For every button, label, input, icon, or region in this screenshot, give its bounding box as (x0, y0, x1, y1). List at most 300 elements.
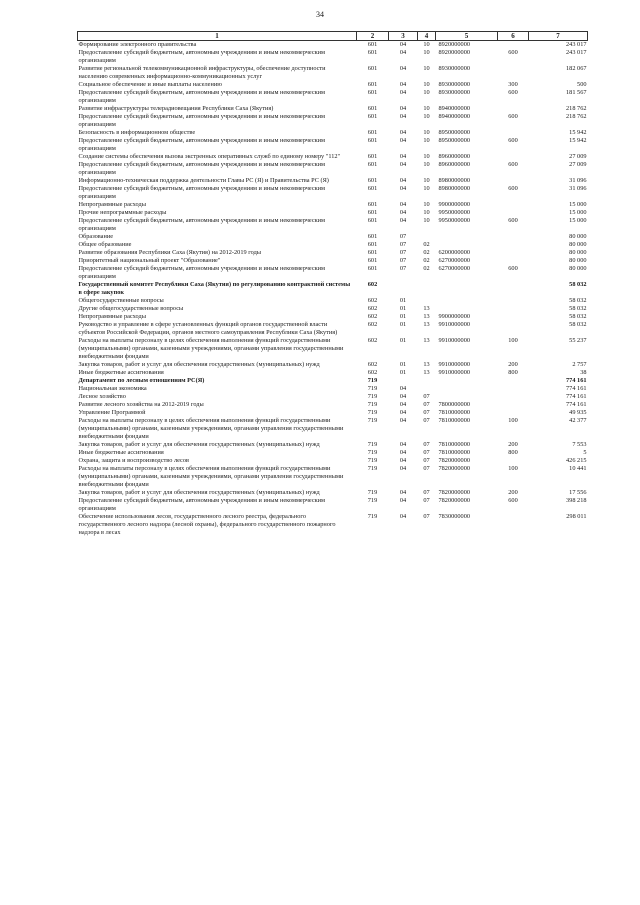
row-subsection-code: 13 (423, 337, 430, 344)
row-target-code: 8950000000 (438, 137, 470, 144)
row-section-code: 04 (399, 401, 407, 408)
row-admin-code: 719 (367, 409, 378, 416)
row-amount: 42 377 (569, 417, 587, 424)
row-name: Предоставление субсидий бюджетным, автономным учреждениям и иным некоммерческим организациям (78, 89, 326, 104)
row-target-code: 8980000000 (438, 185, 470, 192)
row-section-code: 01 (399, 361, 407, 368)
row-section-code: 04 (399, 465, 407, 472)
column-header-6: 6 (498, 32, 529, 41)
row-expense-type-code (498, 105, 529, 113)
row-subsection-code: 13 (423, 305, 430, 312)
row-target-code: 7820000000 (438, 497, 470, 504)
row-name: Предоставление субсидий бюджетным, автономным учреждениям и иным некоммерческим организациям (78, 137, 326, 152)
table-row (78, 209, 588, 217)
row-target-code: 6270000000 (438, 265, 470, 272)
table-row (78, 153, 588, 161)
row-amount: 7 553 (572, 441, 587, 448)
row-subsection-code: 10 (423, 217, 430, 224)
row-expense-type-code (498, 201, 529, 209)
row-admin-code: 719 (367, 417, 378, 424)
row-amount: 27 009 (569, 161, 587, 168)
column-header-5: 5 (436, 32, 498, 41)
row-expense-type-code: 100 (508, 337, 518, 344)
row-subsection-code: 10 (423, 177, 430, 184)
row-subsection-code: 07 (423, 497, 430, 504)
row-admin-code: 602 (367, 337, 378, 344)
row-admin-code: 602 (367, 369, 378, 376)
row-name: Непрограммные расходы (78, 201, 146, 208)
row-amount: 15 942 (569, 137, 587, 144)
row-amount: 80 000 (569, 257, 587, 264)
row-name: Предоставление субсидий бюджетным, автономным учреждениям и иным некоммерческим организациям (78, 497, 326, 512)
row-amount: 500 (577, 81, 587, 88)
row-section-code: 04 (399, 185, 407, 192)
table-row (78, 161, 588, 177)
row-expense-type-code: 300 (508, 81, 518, 88)
row-target-code (436, 377, 498, 385)
row-subsection-code: 07 (423, 457, 430, 464)
row-section-code: 01 (399, 369, 407, 376)
row-admin-code: 719 (367, 513, 378, 520)
table-row (78, 113, 588, 129)
row-subsection-code (418, 377, 436, 385)
row-expense-type-code (498, 129, 529, 137)
row-name: Создание системы обеспечения вызова экстренных оперативных служб по единому номеру "112" (78, 153, 341, 160)
row-target-code: 8960000000 (438, 153, 470, 160)
row-section-code: 04 (399, 137, 407, 144)
row-section-code: 04 (399, 49, 407, 56)
row-name: Информационно-техническая поддержка деятельности Главы РС (Я) и Правительства РС (Я) (78, 177, 329, 184)
row-amount: 15 942 (569, 129, 587, 136)
row-admin-code: 601 (367, 185, 378, 192)
row-expense-type-code: 600 (508, 113, 518, 120)
row-admin-code: 601 (367, 89, 378, 96)
row-amount: 15 000 (569, 201, 587, 208)
row-section-code: 04 (399, 513, 407, 520)
row-amount: 15 000 (569, 217, 587, 224)
row-admin-code: 719 (367, 393, 378, 400)
table-row (78, 257, 588, 265)
table-row (78, 393, 588, 401)
table-row (78, 321, 588, 337)
table-row (78, 513, 588, 537)
row-expense-type-code (498, 233, 529, 241)
row-amount: 10 441 (569, 465, 587, 472)
table-row (78, 377, 588, 385)
row-admin-code: 602 (367, 305, 378, 312)
table-row (78, 457, 588, 465)
row-target-code: 9910000000 (438, 321, 470, 328)
row-expense-type-code (498, 153, 529, 161)
row-name: Общее образование (78, 241, 132, 248)
row-admin-code: 601 (367, 201, 378, 208)
row-expense-type-code (498, 313, 529, 321)
row-section-code: 04 (399, 449, 407, 456)
row-section-code: 04 (399, 209, 407, 216)
row-amount: 58 032 (569, 281, 587, 288)
row-expense-type-code (498, 401, 529, 409)
row-expense-type-code (498, 393, 529, 401)
row-name: Лесное хозяйство (78, 393, 126, 400)
row-name: Развитие лесного хозяйства на 2012-2019 годы (78, 401, 204, 408)
row-amount: 58 032 (569, 305, 587, 312)
row-admin-code: 602 (367, 313, 378, 320)
row-admin-code: 601 (367, 209, 378, 216)
table-row (78, 265, 588, 281)
row-admin-code: 601 (367, 49, 378, 56)
row-expense-type-code: 600 (508, 265, 518, 272)
row-name: Предоставление субсидий бюджетным, автономным учреждениям и иным некоммерческим организациям (78, 185, 326, 200)
row-section-code: 04 (399, 201, 407, 208)
row-section-code: 07 (399, 257, 407, 264)
row-target-code: 9950000000 (438, 209, 470, 216)
table-row (78, 105, 588, 113)
row-amount: 55 237 (569, 337, 587, 344)
row-name: Непрограммные расходы (78, 313, 146, 320)
row-amount: 218 762 (566, 105, 587, 112)
row-target-code: 7810000000 (438, 441, 470, 448)
row-amount: 398 218 (566, 497, 587, 504)
row-subsection-code: 07 (423, 401, 430, 408)
row-amount: 243 017 (566, 41, 587, 48)
table-row (78, 369, 588, 377)
row-expense-type-code: 100 (508, 417, 518, 424)
row-admin-code: 601 (367, 81, 378, 88)
row-expense-type-code: 200 (508, 361, 518, 368)
row-expense-type-code (498, 249, 529, 257)
row-name: Прочие непрограммные расходы (78, 209, 167, 216)
row-subsection-code: 02 (423, 249, 430, 256)
row-target-code: 8920000000 (438, 49, 470, 56)
row-expense-type-code (498, 321, 529, 337)
row-expense-type-code: 800 (508, 449, 518, 456)
row-subsection-code: 07 (423, 489, 430, 496)
row-section-code: 04 (399, 385, 407, 392)
row-name: Образование (78, 233, 114, 240)
row-target-code: 7820000000 (438, 465, 470, 472)
row-amount: 774 161 (566, 385, 587, 392)
row-target-code: 8950000000 (438, 129, 470, 136)
row-section-code: 04 (399, 497, 407, 504)
row-amount: 49 935 (569, 409, 587, 416)
row-target-code: 7830000000 (438, 513, 470, 520)
row-section-code: 04 (399, 161, 407, 168)
table-row (78, 41, 588, 50)
table-row (78, 489, 588, 497)
row-target-code: 7810000000 (438, 409, 470, 416)
table-row (78, 409, 588, 417)
table-header-row (78, 32, 588, 41)
row-target-code: 6200000000 (438, 249, 470, 256)
row-section-code: 07 (399, 249, 407, 256)
row-subsection-code: 10 (423, 129, 430, 136)
row-subsection-code (418, 281, 436, 297)
table-row (78, 65, 588, 81)
row-section-code: 07 (399, 265, 407, 272)
row-admin-code: 719 (367, 401, 378, 408)
row-subsection-code: 10 (423, 161, 430, 168)
table-row (78, 233, 588, 241)
row-name: Расходы на выплаты персоналу в целях обеспечения выполнения функций государственными (муниципальными) органами, казенными учреждениями, органами управления государственными внебюджетными фондами (78, 417, 344, 440)
row-amount: 243 017 (566, 49, 587, 56)
table-row (78, 129, 588, 137)
row-admin-code: 601 (367, 265, 378, 272)
row-expense-type-code: 600 (508, 161, 518, 168)
row-amount: 31 096 (569, 177, 587, 184)
row-admin-code: 601 (367, 161, 378, 168)
row-expense-type-code: 600 (508, 89, 518, 96)
row-subsection-code: 07 (423, 513, 430, 520)
row-name: Развитие региональной телекоммуникационной инфраструктуры, обеспечение доступности населению современных информационно-коммуникационных услуг (78, 65, 326, 80)
row-name: Предоставление субсидий бюджетным, автономным учреждениям и иным некоммерческим организациям (78, 49, 326, 64)
row-subsection-code: 10 (423, 89, 430, 96)
table-row (78, 185, 588, 201)
row-subsection-code: 10 (423, 81, 430, 88)
row-name: Закупка товаров, работ и услуг для обеспечения государственных (муниципальных) нужд (78, 361, 320, 368)
row-subsection-code: 13 (423, 313, 430, 320)
row-expense-type-code: 600 (508, 217, 518, 224)
row-admin-code: 719 (367, 457, 378, 464)
row-expense-type-code: 100 (508, 465, 518, 472)
row-section-code (389, 377, 418, 385)
row-section-code: 04 (399, 177, 407, 184)
row-section-code: 04 (399, 217, 407, 224)
row-admin-code: 719 (367, 449, 378, 456)
row-name: Формирование электронного правительства (78, 41, 197, 48)
row-amount: 58 032 (569, 321, 587, 328)
row-amount: 38 (580, 369, 587, 376)
row-expense-type-code: 200 (508, 441, 518, 448)
row-amount: 774 161 (566, 401, 587, 408)
row-target-code: 7810000000 (438, 417, 470, 424)
table-row (78, 49, 588, 65)
row-amount: 2 757 (572, 361, 587, 368)
row-target-code: 8920000000 (438, 41, 470, 48)
budget-table (77, 31, 588, 537)
table-row (78, 449, 588, 457)
row-target-code: 8930000000 (438, 65, 470, 72)
row-admin-code: 601 (367, 105, 378, 112)
row-name: Обеспечение использования лесов, государственного лесного реестра, федерального государственного лесного надзора (лесной охраны), федерального государственного пожарного надзора в лесах (78, 513, 336, 536)
row-subsection-code: 10 (423, 153, 430, 160)
row-target-code: 8940000000 (438, 113, 470, 120)
row-target-code: 8980000000 (438, 177, 470, 184)
row-admin-code: 602 (367, 361, 378, 368)
row-name: Безопасность в информационном обществе (78, 129, 196, 136)
row-section-code: 04 (399, 409, 407, 416)
row-section-code (389, 281, 418, 297)
table-row (78, 177, 588, 185)
row-expense-type-code (498, 241, 529, 249)
row-amount: 27 009 (569, 153, 587, 160)
table-row (78, 201, 588, 209)
row-section-code: 01 (399, 337, 407, 344)
row-target-code (436, 385, 498, 393)
table-row (78, 249, 588, 257)
row-admin-code: 601 (367, 153, 378, 160)
row-name: Закупка товаров, работ и услуг для обеспечения государственных (муниципальных) нужд (78, 441, 320, 448)
row-subsection-code (418, 297, 436, 305)
table-row (78, 401, 588, 409)
row-subsection-code: 02 (423, 241, 430, 248)
row-admin-code: 601 (367, 41, 378, 48)
row-expense-type-code (498, 409, 529, 417)
row-subsection-code: 07 (423, 465, 430, 472)
row-amount: 58 032 (569, 313, 587, 320)
row-amount: 5 (583, 449, 587, 456)
table-row (78, 337, 588, 361)
row-name: Иные бюджетные ассигнования (78, 369, 164, 376)
row-subsection-code: 10 (423, 209, 430, 216)
row-section-code: 04 (399, 153, 407, 160)
row-amount: 80 000 (569, 249, 587, 256)
row-amount: 182 067 (566, 65, 587, 72)
row-amount: 80 000 (569, 233, 587, 240)
row-name: Управление Программой (78, 409, 146, 416)
row-target-code: 9910000000 (438, 361, 470, 368)
row-amount: 31 096 (569, 185, 587, 192)
row-name: Государственный комитет Республики Саха (Якутия) по регулированию контрактной системы в сфере закупок (78, 281, 351, 296)
row-name: Другие общегосударственные вопросы (78, 305, 184, 312)
row-expense-type-code: 600 (508, 137, 518, 144)
row-subsection-code: 13 (423, 321, 430, 328)
row-target-code (436, 241, 498, 249)
row-section-code: 01 (399, 321, 407, 328)
row-section-code: 01 (399, 297, 407, 304)
row-target-code: 9950000000 (438, 217, 470, 224)
row-admin-code: 602 (367, 321, 378, 328)
row-admin-code: 601 (367, 217, 378, 224)
row-expense-type-code: 800 (508, 369, 518, 376)
row-expense-type-code (498, 65, 529, 81)
row-section-code: 04 (399, 457, 407, 464)
row-section-code: 04 (399, 441, 407, 448)
row-section-code: 04 (399, 113, 407, 120)
table-row (78, 417, 588, 441)
row-subsection-code: 10 (423, 185, 430, 192)
row-subsection-code: 10 (423, 113, 430, 120)
row-expense-type-code (498, 257, 529, 265)
row-admin-code: 719 (367, 465, 378, 472)
row-subsection-code: 10 (423, 65, 430, 72)
row-admin-code: 601 (367, 257, 378, 264)
row-section-code: 07 (399, 241, 407, 248)
row-target-code: 7820000000 (438, 457, 470, 464)
row-target-code: 8930000000 (438, 81, 470, 88)
row-name: Руководство и управление в сфере установленных функций органов государственной власти субъектов Российской Федерации, органов местного самоуправления Республики Саха (Якутия) (78, 321, 338, 336)
row-subsection-code: 10 (423, 49, 430, 56)
row-target-code: 8930000000 (438, 89, 470, 96)
row-admin-code: 601 (367, 129, 378, 136)
row-expense-type-code (498, 305, 529, 313)
row-section-code: 04 (399, 105, 407, 112)
row-expense-type-code: 600 (508, 497, 518, 504)
row-section-code: 07 (399, 233, 407, 240)
row-subsection-code: 13 (423, 361, 430, 368)
row-name: Охрана, защита и воспроизводство лесов (78, 457, 189, 464)
column-header-3: 3 (389, 32, 418, 41)
row-admin-code: 719 (367, 377, 378, 384)
row-section-code: 04 (399, 41, 407, 48)
row-admin-code: 602 (367, 297, 378, 304)
row-amount: 774 161 (566, 393, 587, 400)
row-expense-type-code (498, 385, 529, 393)
row-amount: 181 567 (566, 89, 587, 96)
row-subsection-code (418, 385, 436, 393)
row-subsection-code: 10 (423, 137, 430, 144)
row-expense-type-code (498, 177, 529, 185)
row-target-code: 6270000000 (438, 257, 470, 264)
row-expense-type-code: 600 (508, 185, 518, 192)
table-row (78, 313, 588, 321)
row-name: Общегосударственные вопросы (78, 297, 164, 304)
row-section-code: 04 (399, 89, 407, 96)
row-name: Предоставление субсидий бюджетным, автономным учреждениям и иным некоммерческим организациям (78, 217, 326, 232)
row-name: Иные бюджетные ассигнования (78, 449, 164, 456)
row-target-code: 9900000000 (438, 201, 470, 208)
row-admin-code: 601 (367, 177, 378, 184)
row-amount: 58 032 (569, 297, 587, 304)
table-row (78, 305, 588, 313)
row-subsection-code: 07 (423, 417, 430, 424)
row-admin-code: 601 (367, 249, 378, 256)
row-subsection-code: 07 (423, 449, 430, 456)
column-header-2: 2 (357, 32, 389, 41)
row-amount: 426 215 (566, 457, 587, 464)
row-name: Предоставление субсидий бюджетным, автономным учреждениям и иным некоммерческим организациям (78, 161, 326, 176)
row-amount: 298 011 (566, 513, 587, 520)
row-subsection-code: 10 (423, 41, 430, 48)
row-expense-type-code (498, 297, 529, 305)
row-target-code: 9900000000 (438, 313, 470, 320)
table-body (78, 41, 588, 538)
table-row (78, 81, 588, 89)
row-name: Приоритетный национальный проект "Образование" (78, 257, 221, 264)
column-header-1: 1 (78, 32, 357, 41)
table-row (78, 441, 588, 449)
row-admin-code: 602 (367, 281, 378, 288)
row-target-code (436, 305, 498, 313)
row-target-code: 9910000000 (438, 369, 470, 376)
row-section-code: 04 (399, 129, 407, 136)
row-admin-code: 601 (367, 65, 378, 72)
row-amount: 15 000 (569, 209, 587, 216)
row-section-code: 04 (399, 417, 407, 424)
table-row (78, 361, 588, 369)
row-name: Расходы на выплаты персоналу в целях обеспечения выполнения функций государственными (муниципальными) органами, казенными учреждениями, органами управления государственными внебюджетными фондами (78, 337, 344, 360)
column-header-4: 4 (418, 32, 436, 41)
table-row (78, 385, 588, 393)
row-subsection-code: 02 (423, 265, 430, 272)
row-expense-type-code (498, 513, 529, 537)
row-admin-code: 719 (367, 489, 378, 496)
row-expense-type-code (498, 209, 529, 217)
row-expense-type-code (498, 281, 529, 297)
row-subsection-code (418, 233, 436, 241)
row-name: Предоставление субсидий бюджетным, автономным учреждениям и иным некоммерческим организациям (78, 113, 326, 128)
row-target-code (436, 281, 498, 297)
table-row (78, 497, 588, 513)
row-section-code: 04 (399, 81, 407, 88)
row-target-code: 7810000000 (438, 449, 470, 456)
row-name: Департамент по лесным отношениям РС(Я) (78, 377, 205, 384)
row-expense-type-code (498, 457, 529, 465)
row-amount: 218 762 (566, 113, 587, 120)
row-expense-type-code (498, 41, 529, 50)
row-admin-code: 601 (367, 113, 378, 120)
row-subsection-code: 13 (423, 369, 430, 376)
row-subsection-code: 10 (423, 105, 430, 112)
